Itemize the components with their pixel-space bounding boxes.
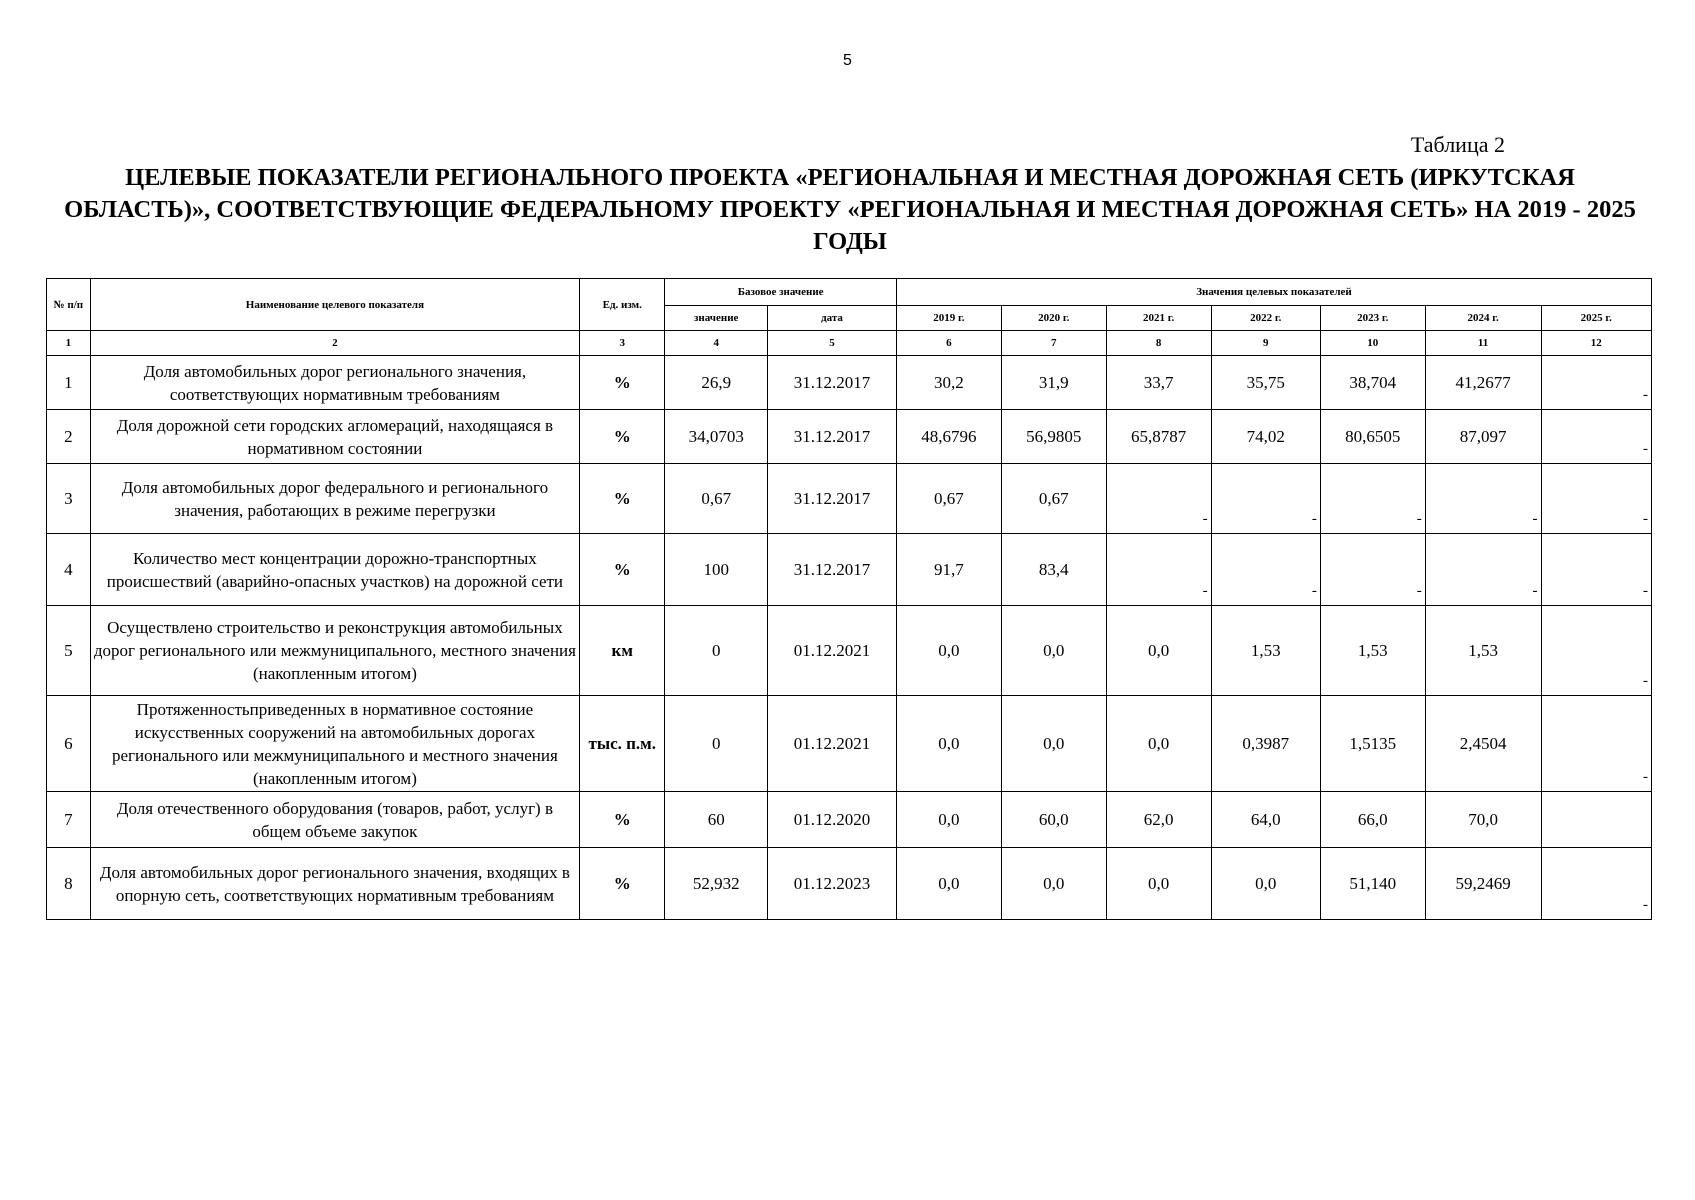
year-value-dash (1541, 534, 1652, 606)
unit: км (580, 606, 665, 696)
year-value-dash (1541, 464, 1652, 534)
year-value: 74,02 (1211, 410, 1320, 464)
year-value: 0,67 (896, 464, 1001, 534)
indicator-name: Протяженностьприведенных в нормативное состояние искусственных сооружений на автомобильных дорогах регионального или межмуниципального и местного значения (накопленным итогом) (90, 696, 579, 792)
year-value-dash (1211, 534, 1320, 606)
row-number: 6 (47, 696, 91, 792)
table-row (47, 696, 1652, 792)
indicator-name: Доля автомобильных дорог регионального значения, входящих в опорную сеть, соответствующих нормативным требованиям (90, 848, 579, 920)
header-target-group: Значения целевых показателей (896, 279, 1651, 306)
unit: % (580, 534, 665, 606)
year-value: 38,704 (1320, 356, 1425, 410)
header-year: 2024 г. (1425, 306, 1541, 331)
unit: % (580, 410, 665, 464)
year-value: 66,0 (1320, 792, 1425, 848)
column-number: 7 (1001, 331, 1106, 356)
year-value: 83,4 (1001, 534, 1106, 606)
column-number: 5 (768, 331, 897, 356)
document-title: ЦЕЛЕВЫЕ ПОКАЗАТЕЛИ РЕГИОНАЛЬНОГО ПРОЕКТА «РЕГИОНАЛЬНАЯ И МЕСТНАЯ ДОРОЖНАЯ СЕТЬ (ИРКУТСКАЯ ОБЛАСТЬ)», СООТВЕТСТВУЮЩИЕ ФЕДЕРАЛЬНОМУ ПРОЕКТУ «РЕГИОНАЛЬНАЯ И МЕСТНАЯ ДОРОЖНАЯ СЕТЬ» НА 2019 - 2025 ГОДЫ (64, 164, 1636, 255)
year-value: 1,5135 (1320, 696, 1425, 792)
base-value: 0,67 (665, 464, 768, 534)
dash-mark: - (1416, 511, 1422, 527)
dash-mark: - (1643, 441, 1648, 457)
year-value: 62,0 (1106, 792, 1211, 848)
year-value: 0,0 (1211, 848, 1320, 920)
year-value: 60,0 (1001, 792, 1106, 848)
unit: % (580, 848, 665, 920)
dash-mark: - (1643, 511, 1648, 527)
year-value-dash (1541, 356, 1652, 410)
column-number: 8 (1106, 331, 1211, 356)
dash-mark: - (1202, 583, 1208, 599)
year-value-dash (1320, 464, 1425, 534)
row-number: 1 (47, 356, 91, 410)
year-value: 1,53 (1211, 606, 1320, 696)
year-value: 0,0 (1001, 606, 1106, 696)
base-value: 34,0703 (665, 410, 768, 464)
dash-mark: - (1416, 583, 1422, 599)
row-number: 5 (47, 606, 91, 696)
year-value: 31,9 (1001, 356, 1106, 410)
year-value: 0,0 (1106, 696, 1211, 792)
year-value-dash (1541, 606, 1652, 696)
base-value: 52,932 (665, 848, 768, 920)
year-value: 64,0 (1211, 792, 1320, 848)
column-number: 9 (1211, 331, 1320, 356)
column-number: 2 (90, 331, 579, 356)
table-row (47, 848, 1652, 920)
row-number: 2 (47, 410, 91, 464)
year-value: 91,7 (896, 534, 1001, 606)
year-value: 80,6505 (1320, 410, 1425, 464)
base-date: 31.12.2017 (768, 464, 897, 534)
year-value: 0,0 (1001, 848, 1106, 920)
base-value: 0 (665, 606, 768, 696)
base-value: 60 (665, 792, 768, 848)
indicator-name: Осуществлено строительство и реконструкция автомобильных дорог регионального или межмуниципального, местного значения (накопленным итогом) (90, 606, 579, 696)
header-year: 2022 г. (1211, 306, 1320, 331)
table-row (47, 606, 1652, 696)
header-year: 2020 г. (1001, 306, 1106, 331)
year-value: 35,75 (1211, 356, 1320, 410)
column-number: 6 (896, 331, 1001, 356)
year-value: 0,0 (1001, 696, 1106, 792)
base-date: 01.12.2021 (768, 606, 897, 696)
target-indicators-table (46, 278, 1652, 920)
column-number: 1 (47, 331, 91, 356)
table-label: Таблица 2 (1410, 132, 1505, 157)
dash-mark: - (1532, 583, 1538, 599)
year-value: 0,0 (1106, 848, 1211, 920)
column-number: 4 (665, 331, 768, 356)
dash-mark: - (1643, 897, 1648, 913)
row-number: 8 (47, 848, 91, 920)
column-number: 3 (580, 331, 665, 356)
year-value-dash (1425, 464, 1541, 534)
indicator-name: Количество мест концентрации дорожно-транспортных происшествий (аварийно-опасных участков) на дорожной сети (90, 534, 579, 606)
base-date: 01.12.2023 (768, 848, 897, 920)
header-base-group: Базовое значение (665, 279, 897, 306)
indicator-name: Доля автомобильных дорог регионального значения, соответствующих нормативным требованиям (90, 356, 579, 410)
indicator-name: Доля дорожной сети городских агломераций, находящаяся в нормативном состоянии (90, 410, 579, 464)
indicator-name: Доля отечественного оборудования (товаров, работ, услуг) в общем объеме закупок (90, 792, 579, 848)
table-row (47, 464, 1652, 534)
dash-mark: - (1643, 673, 1648, 689)
year-value (1541, 792, 1652, 848)
year-value: 0,0 (1106, 606, 1211, 696)
year-value: 0,0 (896, 848, 1001, 920)
column-number: 11 (1425, 331, 1541, 356)
table-row (47, 534, 1652, 606)
dash-mark: - (1643, 387, 1648, 403)
base-value: 0 (665, 696, 768, 792)
year-value: 59,2469 (1425, 848, 1541, 920)
base-date: 01.12.2020 (768, 792, 897, 848)
year-value-dash (1541, 848, 1652, 920)
year-value: 1,53 (1425, 606, 1541, 696)
base-value: 100 (665, 534, 768, 606)
base-date: 31.12.2017 (768, 356, 897, 410)
unit: тыс. п.м. (580, 696, 665, 792)
header-year: 2023 г. (1320, 306, 1425, 331)
unit: % (580, 356, 665, 410)
table-row (47, 410, 1652, 464)
year-value: 2,4504 (1425, 696, 1541, 792)
dash-mark: - (1311, 511, 1317, 527)
year-value: 0,0 (896, 792, 1001, 848)
year-value-dash (1320, 534, 1425, 606)
year-value: 48,6796 (896, 410, 1001, 464)
header-year: 2021 г. (1106, 306, 1211, 331)
column-number: 12 (1541, 331, 1652, 356)
year-value: 41,2677 (1425, 356, 1541, 410)
header-base-value: значение (665, 306, 768, 331)
year-value: 0,0 (896, 696, 1001, 792)
base-value: 26,9 (665, 356, 768, 410)
header-year: 2025 г. (1541, 306, 1652, 331)
dash-mark: - (1202, 511, 1208, 527)
year-value: 0,67 (1001, 464, 1106, 534)
row-number: 3 (47, 464, 91, 534)
year-value: 51,140 (1320, 848, 1425, 920)
year-value: 0,3987 (1211, 696, 1320, 792)
column-number-row (47, 331, 1652, 356)
header-name: Наименование целевого показателя (90, 279, 579, 331)
year-value: 70,0 (1425, 792, 1541, 848)
base-date: 01.12.2021 (768, 696, 897, 792)
indicator-name: Доля автомобильных дорог федерального и регионального значения, работающих в режиме перегрузки (90, 464, 579, 534)
base-date: 31.12.2017 (768, 534, 897, 606)
dash-mark: - (1643, 583, 1648, 599)
header-base-date: дата (768, 306, 897, 331)
year-value: 65,8787 (1106, 410, 1211, 464)
year-value: 33,7 (1106, 356, 1211, 410)
header-year: 2019 г. (896, 306, 1001, 331)
row-number: 4 (47, 534, 91, 606)
dash-mark: - (1532, 511, 1538, 527)
dash-mark: - (1643, 769, 1648, 785)
year-value-dash (1106, 534, 1211, 606)
year-value: 1,53 (1320, 606, 1425, 696)
table-row (47, 792, 1652, 848)
year-value-dash (1425, 534, 1541, 606)
year-value: 56,9805 (1001, 410, 1106, 464)
row-number: 7 (47, 792, 91, 848)
column-number: 10 (1320, 331, 1425, 356)
header-num: № п/п (47, 279, 91, 331)
year-value-dash (1106, 464, 1211, 534)
year-value-dash (1541, 696, 1652, 792)
year-value: 0,0 (896, 606, 1001, 696)
year-value: 87,097 (1425, 410, 1541, 464)
unit: % (580, 464, 665, 534)
header-unit: Ед. изм. (580, 279, 665, 331)
year-value-dash (1211, 464, 1320, 534)
base-date: 31.12.2017 (768, 410, 897, 464)
year-value-dash (1541, 410, 1652, 464)
table-row (47, 356, 1652, 410)
unit: % (580, 792, 665, 848)
year-value: 30,2 (896, 356, 1001, 410)
page-number: 5 (843, 52, 852, 69)
dash-mark: - (1311, 583, 1317, 599)
